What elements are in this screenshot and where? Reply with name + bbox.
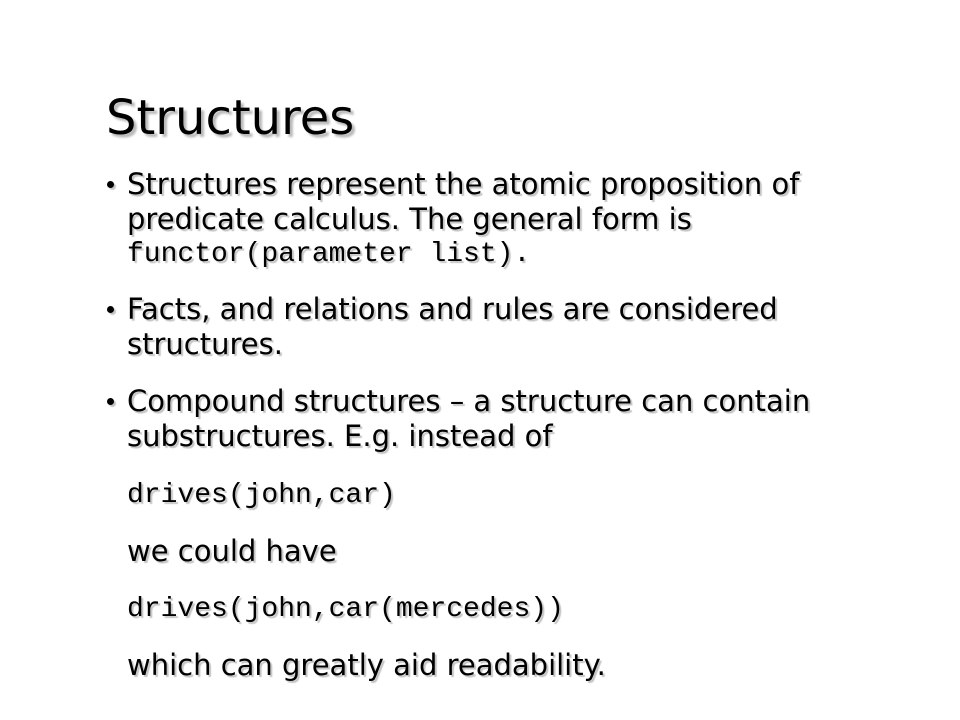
- bullet-item-2: [127, 292, 778, 362]
- bullet-item-3: [127, 384, 810, 454]
- bullet-1-line-1: Structures represent the atomic proposition of: [127, 167, 800, 201]
- bullet-2-line-1: Facts, and relations and rules are considered: [127, 292, 778, 326]
- bullet-icon: [102, 167, 118, 202]
- code-example-1: drives(john,car): [127, 480, 396, 511]
- bullet-icon: [102, 292, 118, 327]
- bullet-1-line-2: predicate calculus. The general form is: [127, 202, 692, 236]
- bullet-1-code: functor(parameter list).: [127, 239, 531, 270]
- slide-title: Structures: [106, 90, 355, 146]
- code-example-2: drives(john,car(mercedes)): [127, 594, 564, 625]
- bullet-3-line-1: Compound structures – a structure can contain: [127, 384, 811, 418]
- bullet-3-line-2: substructures. E.g. instead of: [127, 419, 553, 453]
- bullet-item-1: [127, 167, 799, 272]
- continuation-text-1: we could have: [127, 534, 337, 568]
- bullet-icon: [102, 384, 118, 419]
- continuation-text-2: which can greatly aid readability.: [127, 648, 606, 682]
- bullet-2-line-2: structures.: [127, 327, 283, 361]
